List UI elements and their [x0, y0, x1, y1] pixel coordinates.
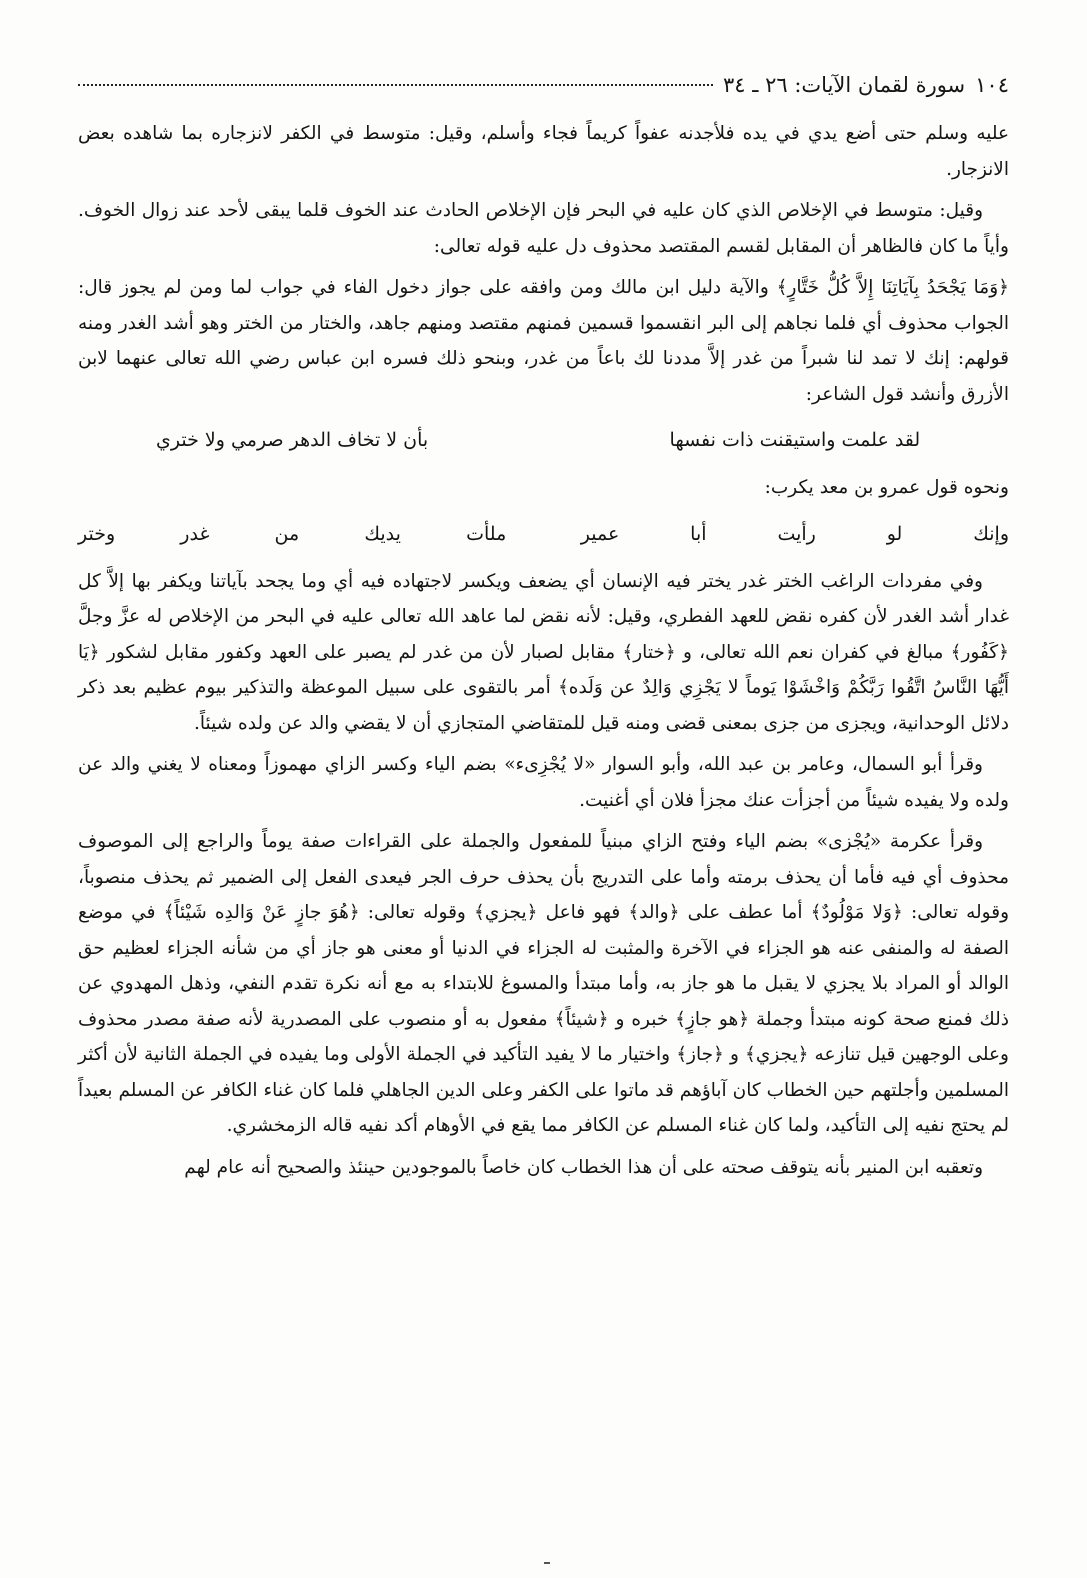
poetry-verse	[78, 512, 1009, 556]
running-head	[78, 68, 1009, 102]
paragraph: وتعقبه ابن المنير بأنه يتوقف صحته على أن هذا الخطاب كان خاصاً بالموجودين حينئذ والصحيح أنه عام لهم	[184, 1156, 983, 1178]
leader-dots	[78, 84, 713, 86]
paragraph: ونحوه قول عمرو بن معد يكرب:	[764, 477, 1009, 498]
page-number: ١٠٤	[975, 73, 1009, 97]
paragraph: وقرأ عكرمة «يُجْزى» بضم الياء وفتح الزاي مبنياً للمفعول والجملة على القراءات صفة يوماً والراجع إلى الموصوف محذوف أي فيه فأما أن يحذف برمته وأما على التدريج بأن يحذف حرف الجر فيعدى الفعل إلى الضمير ثم يحذف منصوباً، وقوله تعالى: ﴿وَلا مَوْلُودٌ﴾ أما عطف على ﴿والد﴾ فهو فاعل ﴿يجزي﴾ وقوله تعالى: ﴿هُوَ جازٍ عَنْ وَالدِه شَيْئاً﴾ في موضع الصفة له والمنفى عنه هو الجزاء في الآخرة والمثبت له الجزاء في الدنيا أو معنى هو جاز أي من شأنه الجزاء لعظيم حق الوالد أو المراد بلا يجزي لا يقبل ما هو جاز به، وأما مبتدأ والمسوغ للابتداء به مع أنه نكرة تقدم النفي، وذهل المهدوي عن ذلك فمنع صحة كونه مبتدأ وجملة ﴿هو جازٍ﴾ خبره و ﴿شيئاً﴾ مفعول به أو منصوب على المصدرية لأنه صفة مصدر محذوف وعلى الوجهين قيل تنازعه ﴿يجزي﴾ و ﴿جاز﴾ واختيار ما لا يفيد التأكيد في الجملة الأولى وما يفيده في الجملة الثانية لأن أكثر المسلمين وأجلتهم حين الخطاب كان آباؤهم قد ماتوا على الكفر وعلى الدين الجاهلي فلما كان غناء الكافر عن المسلم بعيداً لم يحتج نفيه إلى التأكيد، ولما كان غناء المسلم عن الكافر مما يقع في الأوهام أكد نفيه قاله الزمخشري.	[78, 831, 1009, 1136]
poetry-verse	[78, 418, 1009, 462]
paragraph: وقرأ أبو السمال، وعامر بن عبد الله، وأبو السوار «لا يُجْزِىء» بضم الياء وكسر الزاي مهموزاً ومعناه لا يغني والد عن ولده ولا يفيده شيئاً من أجزأت عنك مجزأ فلان أي أغنيت.	[78, 754, 1009, 811]
verse-second-hemistich: ملأت يديك من غدر وختر	[78, 522, 507, 545]
paragraph: وفي مفردات الراغب الختر غدر يختر فيه الإنسان أي يضعف ويكسر لاجتهاده فيه أي وما يجحد بآياتنا ويكفر بها إلاَّ كل غدار أشد الغدر لأن كفره نقض للعهد الفطري، وقيل: لأنه نقض لما عاهد الله تعالى عليه في البحر من الإخلاص له عزَّ وجلَّ ﴿كَفُور﴾ مبالغ في كفران نعم الله تعالى، و ﴿ختار﴾ مقابل لصبار لأن من غدر لم يصبر على العهد وكفور مقابل لشكور ﴿يَا أَيُّهَا النَّاسُ اتَّقُوا رَبَّكُمْ وَاخْشَوْا يَوماً لا يَجْزِي وَالِدٌ عن وَلَده﴾ أمر بالتقوى على سبيل الموعظة والتذكير بيوم عظيم بعد ذكر دلائل الوحدانية، ويجزى من جزى بمعنى قضى ومنه قيل للمتقاضي المتجازي أن لا يقضي والد عن ولده شيئاً.	[78, 570, 1009, 734]
surah-title: سورة لقمان الآيات: ٢٦ ـ ٣٤	[723, 73, 966, 97]
verse-first-hemistich: لقد علمت واستيقنت ذات نفسها	[669, 429, 921, 451]
paragraph-verse-commentary: ﴿وَمَا يَجْحَدُ بِآيَاتِنَا إِلاَّ كُلُّ خَتَّارٍ﴾ والآية دليل ابن مالك ومن وافقه على جواز دخول الفاء في جواب لما ومن لم يجوز قال: الجواب محذوف أي فلما نجاهم إلى البر انقسموا قسمين فمنهم مقتصد ومنهم جاهد، والختار من الختر وهو أشد الغدر ومنه قولهم: إنك لا تمد لنا شبراً من غدر إلاَّ مددنا لك باعاً من غدر، وبنحو ذلك فسره ابن عباس رضي الله تعالى عنهما لابن الأزرق وأنشد قول الشاعر:	[78, 277, 1009, 405]
paragraph: وقيل: متوسط في الإخلاص الذي كان عليه في البحر فإن الإخلاص الحادث عند الخوف قلما يبقى لأحد عند زوال الخوف. وأياً ما كان فالظاهر أن المقابل لقسم المقتصد محذوف دل عليه قوله تعالى:	[78, 200, 1009, 257]
verse-second-hemistich: بأن لا تخاف الدهر صرمي ولا ختري	[156, 429, 429, 451]
verse-first-hemistich: وإنك لو رأيت أبا عمير	[580, 522, 1009, 545]
paragraph: عليه وسلم حتى أضع يدي في يده فلأجدنه عفواً كريماً فجاء وأسلم، وقيل: متوسط في الكفر لانزجاره بما شاهده بعض الانزجار.	[78, 123, 1009, 180]
bottom-mark	[544, 1562, 550, 1564]
